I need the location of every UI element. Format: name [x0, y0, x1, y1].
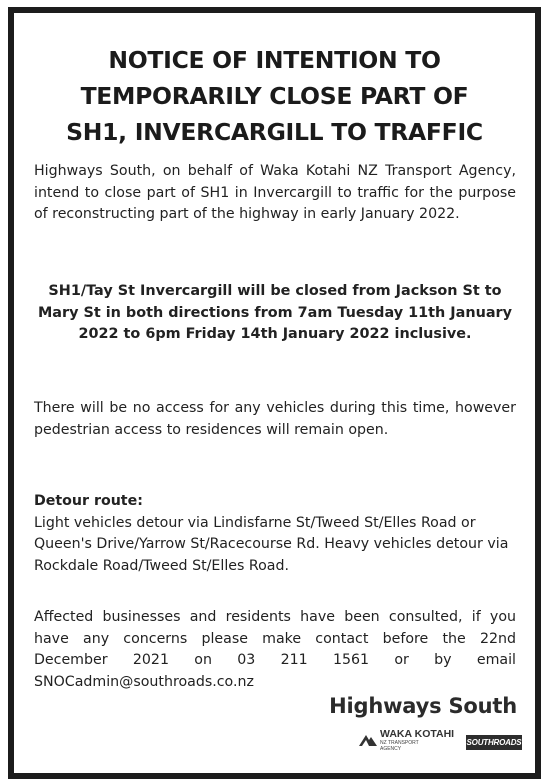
title-line-2: TEMPORARILY CLOSE PART OF — [80, 82, 469, 110]
waka-sub-line-1: NZ TRANSPORT — [380, 739, 419, 746]
waka-sub-line-2: AGENCY — [380, 745, 402, 752]
title-line-1: NOTICE OF INTENTION TO — [108, 46, 441, 74]
waka-kotahi-label: WAKA KOTAHI — [380, 728, 455, 740]
intro-paragraph: Highways South, on behalf of Waka Kotahi NZ Transport Agency, intend to close part of SH1 in Invercargill to traffic for the purpose of reconstructing part of the highway in early January 2022. — [34, 163, 516, 222]
contact-paragraph: Affected businesses and residents have been consulted, if you have any concerns please make contact before the 22nd December 2021 on 03 211 1561 or by email SNOCadmin@southroads.co.nz — [34, 609, 516, 690]
southroads-logo: SOUTHROADS — [466, 735, 522, 750]
detour-text: Light vehicles detour via Lindisfarne St/Tweed St/Elles Road or Queen's Drive/Yarrow St/Racecourse Rd. Heavy vehicles detour via Rockdale Road/Tweed St/Elles Road. — [34, 514, 509, 574]
title-line-3: SH1, INVERCARGILL TO TRAFFIC — [66, 118, 483, 146]
waka-kotahi-logo — [358, 729, 454, 752]
notice-frame — [8, 7, 541, 779]
detour-heading: Detour route: — [34, 493, 143, 509]
detour-section — [34, 491, 516, 577]
access-paragraph: There will be no access for any vehicles during this time, however pedestrian access to residences will remain open. — [34, 400, 516, 438]
highways-south-logo: Highways South — [329, 694, 517, 718]
notice-title — [14, 42, 535, 150]
closure-statement: SH1/Tay St Invercargill will be closed from Jackson St to Mary St in both directions from 7am Tuesday 11th January 2022 to 6pm Friday 14th January 2022 inclusive. — [37, 283, 513, 342]
waka-kotahi-mark-icon — [358, 732, 378, 748]
